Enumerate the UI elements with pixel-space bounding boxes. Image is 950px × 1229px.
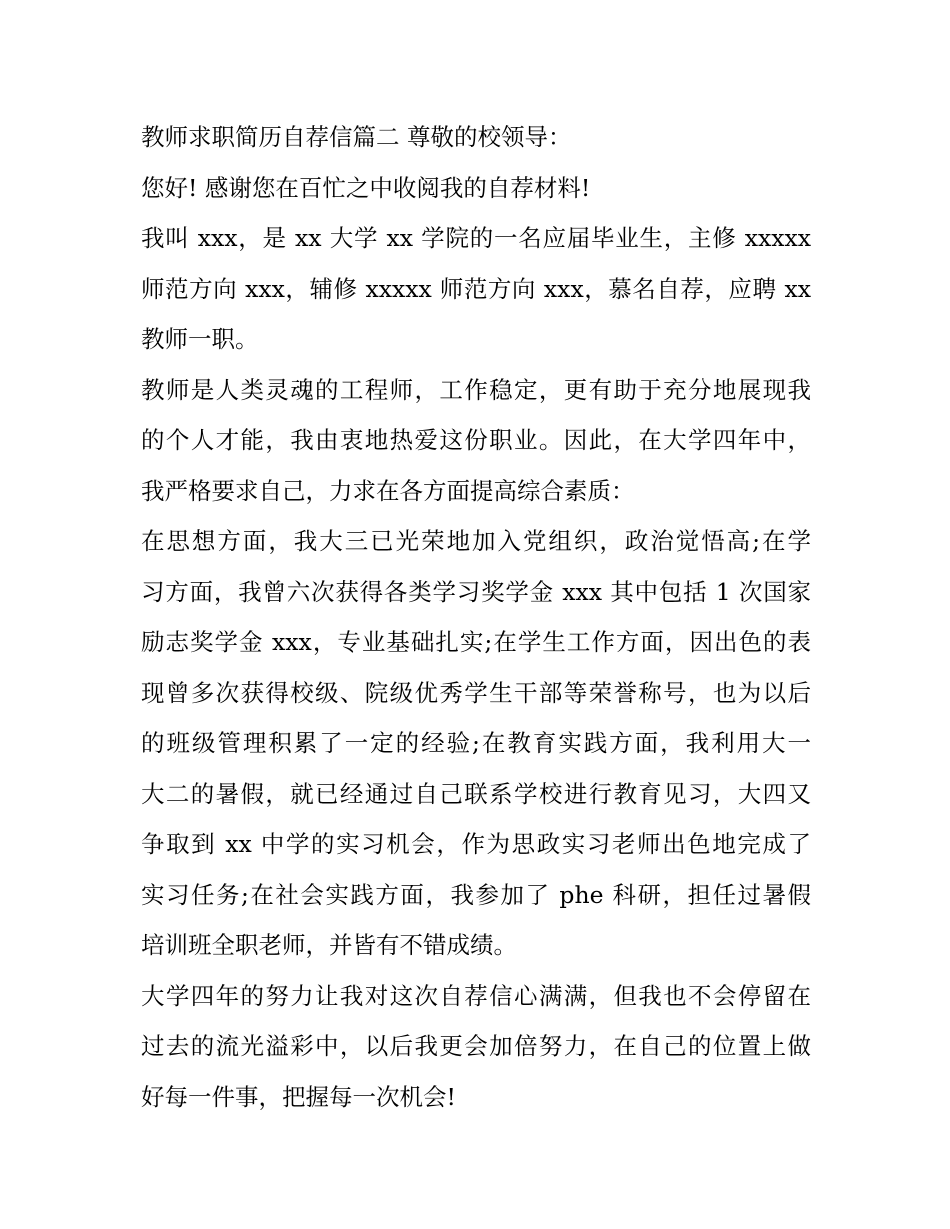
- text-line: 我严格要求自己，力求在各方面提高综合素质：: [141, 476, 635, 505]
- text-line: 现曾多次获得校级、院级优秀学生干部等荣誉称号，也为以后: [141, 678, 811, 707]
- text-line: 大二的暑假，就已经通过自己联系学校进行教育见习，大四又: [141, 779, 811, 808]
- text-line: 教师一职。: [141, 325, 259, 353]
- text-line: 大学四年的努力让我对这次自荐信心满满，但我也不会停留在: [141, 981, 811, 1010]
- greeting-line: 您好! 感谢您在百忙之中收阅我的自荐材料!: [141, 173, 591, 202]
- letter-body: [141, 112, 821, 1122]
- text-line: 争取到 xx 中学的实习机会，作为思政实习老师出色地完成了: [141, 830, 811, 858]
- text-line: 我叫 xxx，是 xx 大学 xx 学院的一名应届毕业生，主修 xxxxx: [141, 224, 811, 252]
- text-line: 师范方向 xxx，辅修 xxxxx 师范方向 xxx，慕名自荐，应聘 xx: [141, 274, 811, 303]
- text-line: 培训班全职老师，并皆有不错成绩。: [141, 931, 517, 959]
- text-line: 的个人才能，我由衷地热爱这份职业。因此，在大学四年中，: [141, 426, 811, 454]
- text-line: 过去的流光溢彩中，以后我更会加倍努力，在自己的位置上做: [141, 1032, 811, 1060]
- text-line: 教师是人类灵魂的工程师，工作稳定，更有助于充分地展现我: [141, 375, 811, 404]
- text-line: 习方面，我曾六次获得各类学习奖学金 xxx 其中包括 1 次国家: [141, 577, 811, 606]
- text-line: 励志奖学金 xxx，专业基础扎实;在学生工作方面，因出色的表: [141, 628, 811, 656]
- closing-line: 好每一件事，把握每一次机会!: [141, 1082, 456, 1111]
- text-line: 的班级管理积累了一定的经验;在教育实践方面，我利用大一: [141, 729, 811, 757]
- text-line: 在思想方面，我大三已光荣地加入党组织，政治觉悟高;在学: [141, 527, 811, 555]
- text-line: 实习任务;在社会实践方面，我参加了 phe 科研，担任过暑假: [141, 880, 811, 909]
- letter-heading-line: 教师求职简历自荐信篇二 尊敬的校领导：: [141, 123, 572, 151]
